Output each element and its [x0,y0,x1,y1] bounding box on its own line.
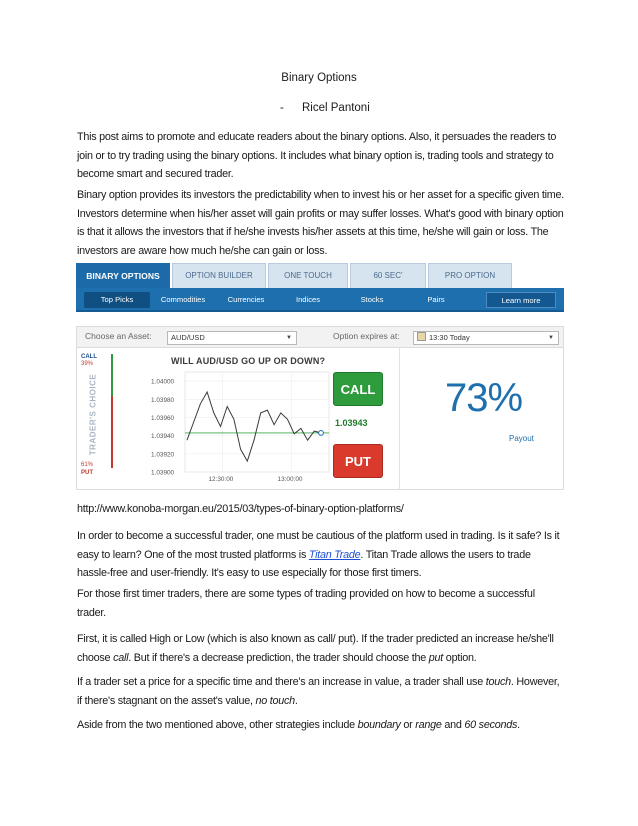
paragraph-high-low [77,630,565,667]
doc-author [280,102,370,114]
p6-no-touch: no touch [255,694,295,707]
x-tick-label: 12:30:00 [208,476,234,483]
tab-option-builder[interactable]: OPTION BUILDER [172,263,266,288]
payout-percent: 73% [445,376,523,420]
p5-text-a: First, it is called High or Low (which is also known as call/ put). If the trader predicted an increase he/she'll choose [77,633,554,664]
p6-text-b: . However, if there's stagnant on the asset's value, [77,676,560,707]
source-url[interactable]: http://www.konoba-morgan.eu/2015/03/types-of-binary-option-platforms/ [77,503,404,515]
p5-put: put [428,651,444,664]
p6-text-a: If a trader set a price for a specific time and there's an increase in value, a trader shall use [77,676,486,688]
p3-text-a: In order to become a successful trader, one must be cautious of the platform used in trading. Is it safe? Is it easy to learn? One of the most trusted platforms is [77,530,560,561]
paragraph-platform [77,527,565,583]
p5-call: call [113,651,129,664]
y-tick-label: 1.03980 [151,396,175,404]
titan-trade-link[interactable]: Titan Trade [308,548,361,561]
x-tick-label: 13:00:00 [277,476,303,483]
price-chart [147,368,333,488]
p7-text-a: Aside from the two mentioned above, other strategies include [77,719,358,731]
tc-call-label: CALL [81,354,97,360]
subnav-top-picks[interactable]: Top Picks [84,292,150,308]
p7-end: . [517,719,520,731]
author-name: Ricel Pantoni [302,102,370,114]
chart-question: WILL AUD/USD GO UP OR DOWN? [171,356,326,366]
y-tick-label: 1.03900 [151,469,175,477]
p7-boundary: boundary [357,719,401,731]
plot-area [185,372,329,472]
tab-pro-option[interactable]: PRO OPTION [428,263,512,288]
paragraph-intro: This post aims to promote and educate readers about the binary options. Also, it persuades the readers to join or to try trading using the binary options. It includes what binary option is, trading tools and strategy to become smart and secured trader. [77,131,557,180]
p3-text-b: . Titan Trade allows the users to trade hassle-free and user-friendly. It's easy to use especially for those first timers. [77,548,531,579]
subnav-indices[interactable]: Indices [295,295,321,304]
tab-60-sec[interactable]: 60 SEC' [350,263,426,288]
learn-more-button[interactable]: Learn more [486,292,556,308]
p5-text-c: option. [443,651,477,664]
asset-select[interactable] [167,331,297,345]
paragraph-types: For those first timer traders, there are some types of trading provided on how to become a successful trader. [77,588,535,619]
paragraph-strategies [77,716,565,735]
p7-or: or [400,719,416,731]
widget-subnav [76,288,564,312]
p5-text-b: . But if there's a decrease prediction, the trader should choose the [128,651,429,664]
tc-put-bar [111,396,113,468]
doc-title: Binary Options [281,72,357,84]
choose-asset-label: Choose an Asset: [85,331,152,341]
binary-options-widget [76,262,564,490]
tc-put-percent: 61% [81,462,94,468]
p6-text-c: . [294,694,298,707]
chevron-down-icon: ▼ [548,335,554,341]
tc-call-percent: 39% [81,361,94,367]
tab-binary-options[interactable]: BINARY OPTIONS [76,263,170,288]
asset-bar [76,326,564,348]
y-tick-label: 1.03940 [151,433,175,441]
payout-label: Payout [509,434,534,443]
expires-label: Option expires at: [333,331,400,341]
trade-panel [76,348,564,490]
y-tick-label: 1.03920 [151,451,175,459]
tc-call-bar [111,354,113,396]
p7-range: range [415,719,442,731]
put-button[interactable]: PUT [333,444,383,478]
call-button[interactable]: CALL [333,372,383,406]
chevron-down-icon: ▼ [286,335,292,341]
traders-choice-label: TRADER'S CHOICE [88,373,98,456]
p7-and: and [441,719,465,731]
panel-divider [399,348,400,490]
widget-tabs [76,262,564,288]
expiry-select[interactable] [413,331,559,345]
subnav-pairs[interactable]: Pairs [427,295,445,304]
tab-one-touch[interactable]: ONE TOUCH [268,263,348,288]
asset-select-value: AUD/USD [171,333,205,342]
subnav-commodities[interactable]: Commodities [160,295,206,304]
author-dash: - [280,102,284,114]
subnav-stocks[interactable]: Stocks [360,295,384,304]
paragraph-touch [77,673,565,710]
y-tick-label: 1.03960 [151,414,175,422]
p6-touch: touch [485,676,511,688]
current-price-marker [319,431,324,436]
current-price: 1.03943 [335,418,368,428]
p7-60-seconds: 60 seconds [464,719,518,731]
tc-put-label: PUT [81,470,93,476]
paragraph-definition: Binary option provides its investors the predictability when to invest his or her asset for a specific given time. Investors determine when his/her asset will gain profits or may suffer losses. What's good with binary option is that it allows the investors that if he/she invests his/her assets at this time, he/she will gain or loss. The investors are aware how much he/she can gain or loss. [77,189,564,257]
subnav-currencies[interactable]: Currencies [227,295,265,304]
y-tick-label: 1.04000 [151,378,175,386]
traders-choice-meter [81,354,109,474]
calendar-icon [417,332,426,341]
expiry-select-value: 13:30 Today [429,333,470,342]
